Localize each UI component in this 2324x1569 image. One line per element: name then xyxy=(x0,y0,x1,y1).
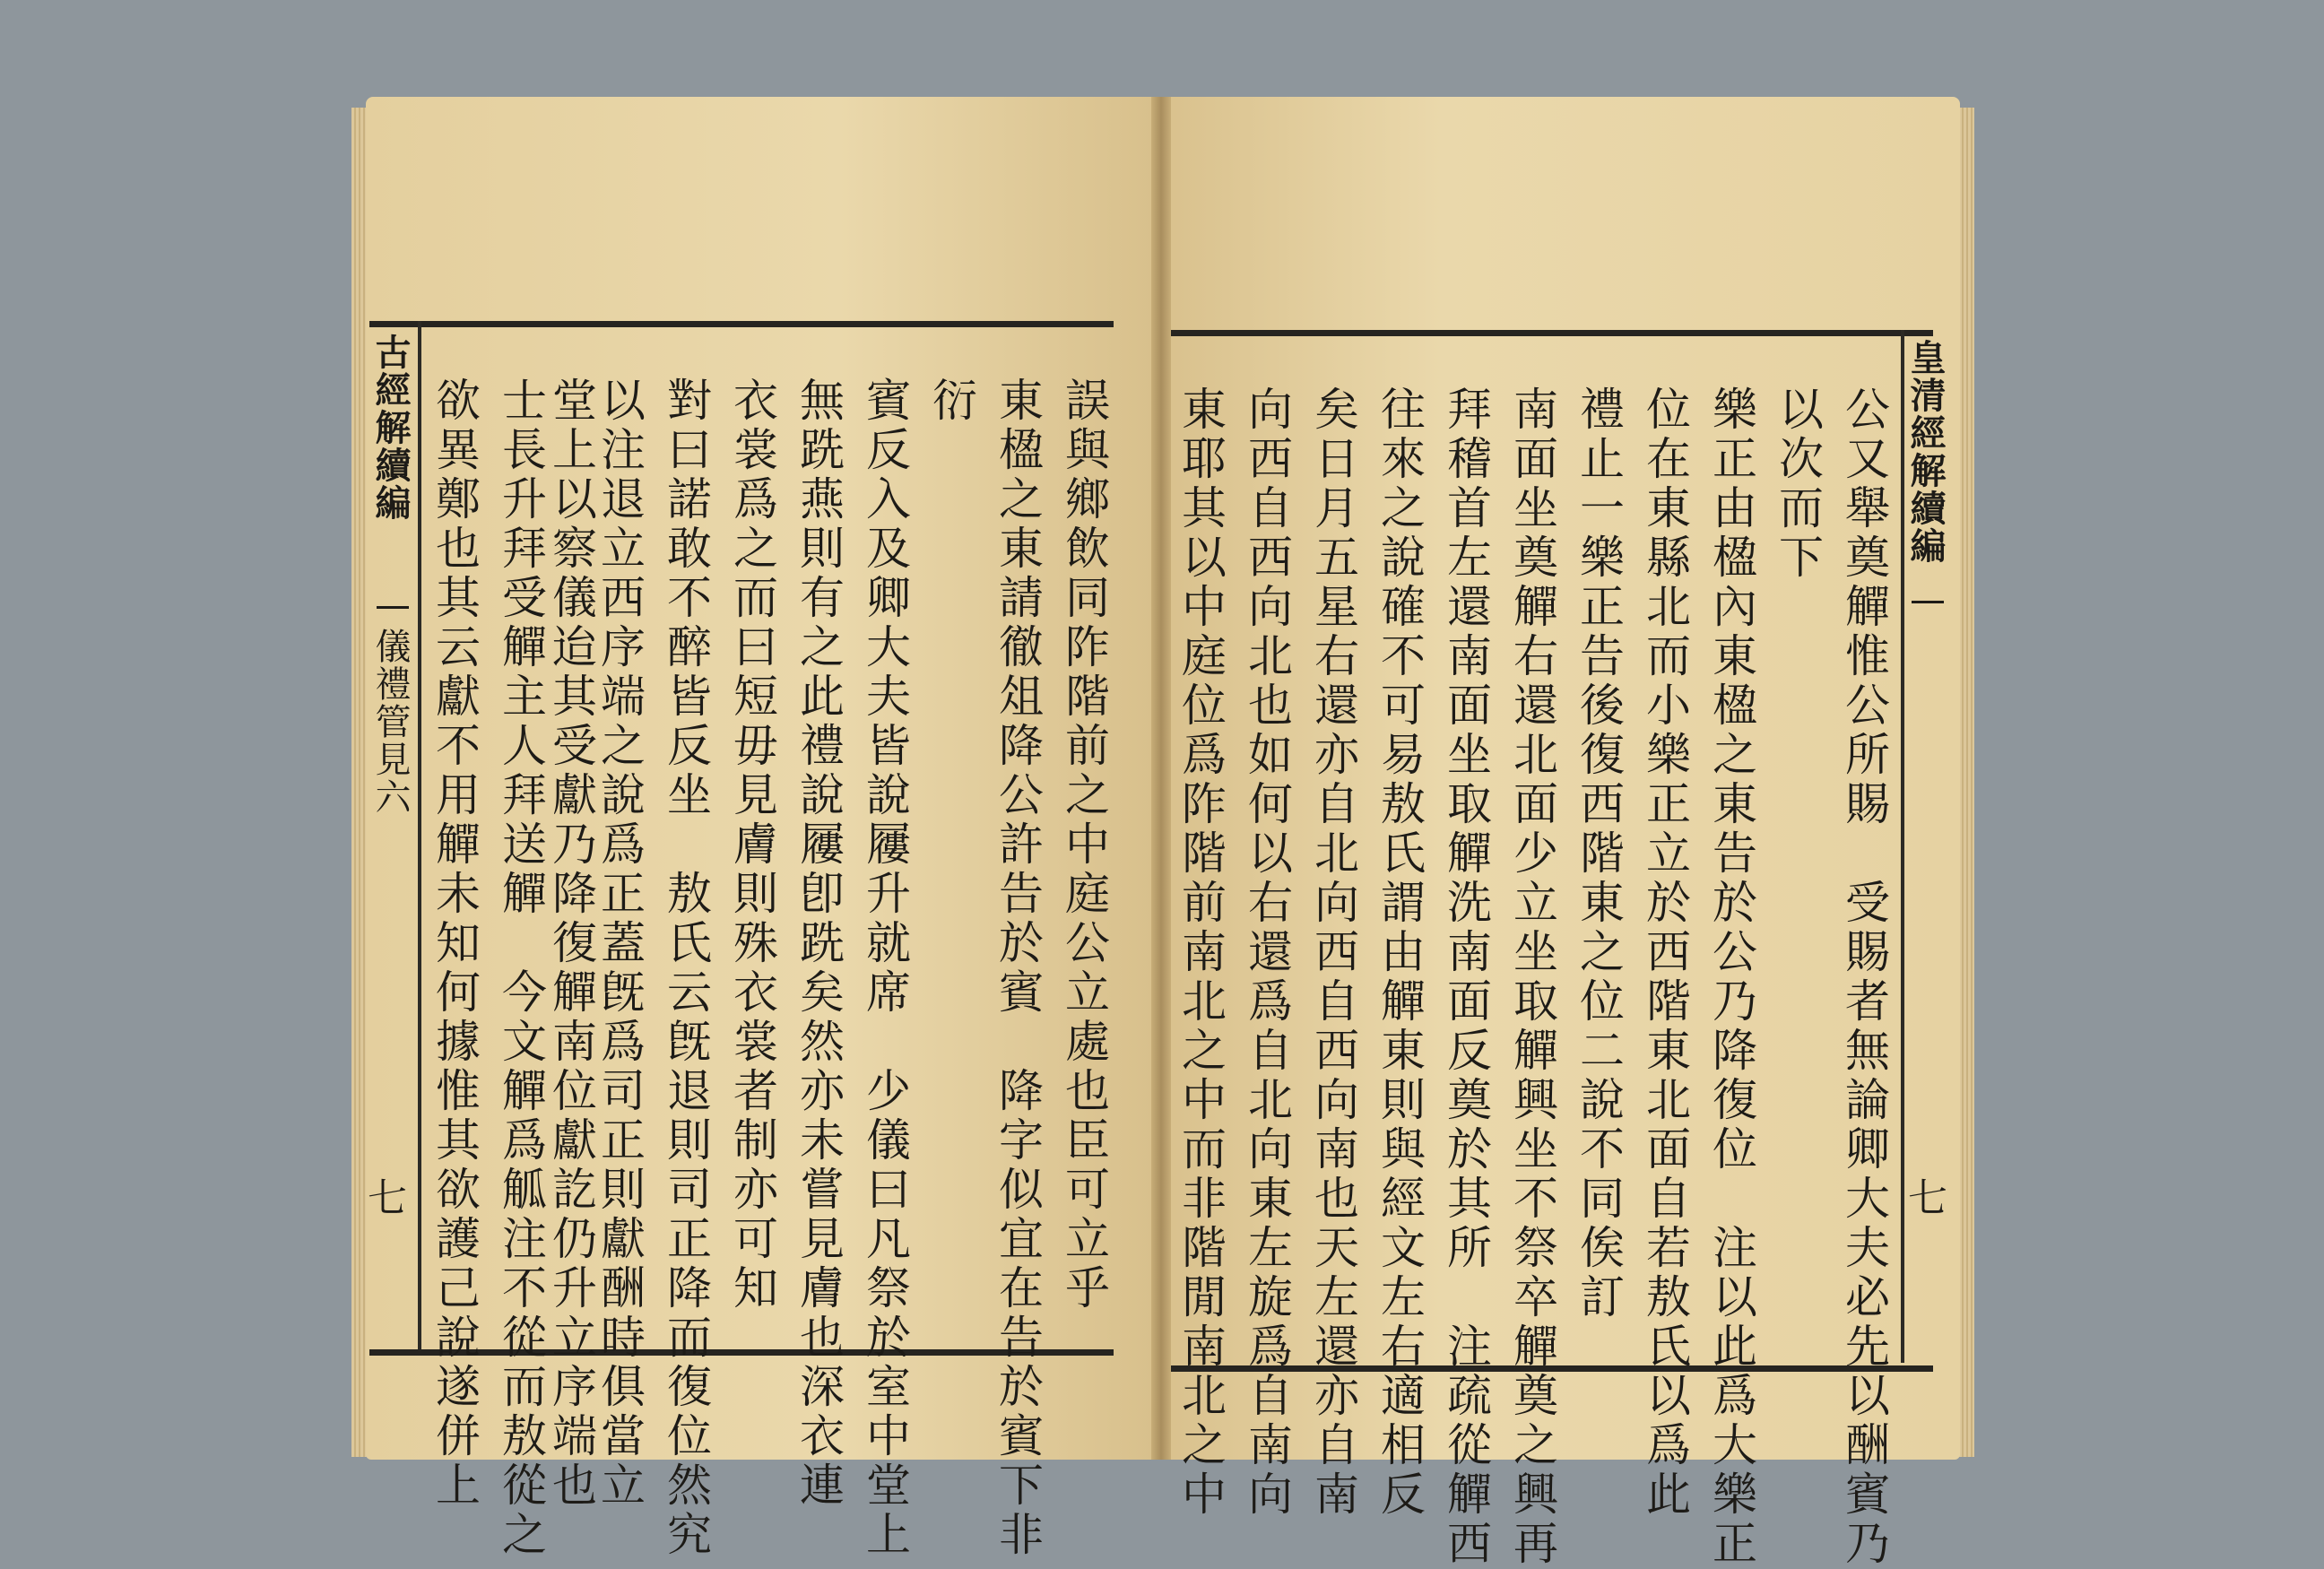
left-folio: 七 xyxy=(368,1175,407,1221)
left-column-3: 衍 xyxy=(925,377,977,426)
left-banner-rule xyxy=(418,321,421,1349)
left-column-10: 士長升拜受觶主人拜送觶 今文觶爲觚注不從而敖從之 xyxy=(495,377,547,1560)
right-column-2: 以次而下 xyxy=(1772,386,1824,583)
right-column-8: 往來之說確不可易敖氏謂由觶東則與經文左右適相反 xyxy=(1374,386,1426,1520)
right-column-5: 禮止一樂正告後復西階東之位二說不同俟訂 xyxy=(1573,386,1625,1322)
right-column-10: 向西自西向北也如何以右還爲自北向東左旋爲自南向 xyxy=(1241,386,1293,1520)
right-folio: 七 xyxy=(1908,1175,1947,1221)
book-gutter xyxy=(1151,97,1171,1460)
right-column-1: 公又舉奠觶惟公所賜 受賜者無論卿大夫必先以酬賓乃 xyxy=(1838,386,1890,1569)
right-fish-tail-mark xyxy=(1912,601,1944,616)
left-column-5: 無跣燕則有之此禮說屨卽跣矣然亦未嘗見膚也深衣連 xyxy=(793,377,845,1511)
left-column-4: 賓反入及卿大夫皆說屨升就席 少儀曰凡祭於室中堂上 xyxy=(859,377,911,1560)
right-banner-title: 皇清經解續編 xyxy=(1904,339,1947,565)
left-banner-title: 古經解續編 xyxy=(369,334,412,522)
left-column-11: 欲異鄭也其云獻不用觶未知何據惟其欲護己說遂併上 xyxy=(429,377,481,1511)
left-column-7: 對曰諾敢不醉皆反坐 敖氏云旣退則司正降而復位然究 xyxy=(660,377,712,1560)
left-column-8: 以注退立西序端之說爲正蓋旣爲司正則獻酬時俱當立 xyxy=(594,377,646,1511)
right-column-6: 南面坐奠觶右還北面少立坐取觶興坐不祭卒觶奠之興再 xyxy=(1506,386,1558,1569)
right-column-9: 矣日月五星右還亦自北向西自西向南也天左還亦自南 xyxy=(1307,386,1359,1520)
right-column-7: 拜稽首左還南面坐取觶洗南面反奠於其所 注疏從觶西 xyxy=(1440,386,1492,1569)
left-banner-subtitle: 儀禮管見六 xyxy=(369,628,411,816)
left-column-1: 誤與鄉飲同阼階前之中庭公立處也臣可立乎 xyxy=(1058,377,1110,1313)
right-column-11: 東耶其以中庭位爲阼階前南北之中而非階閒南北之中 xyxy=(1175,386,1227,1520)
left-fish-tail-mark xyxy=(377,606,409,621)
left-column-6: 衣裳爲之而曰短毋見膚則殊衣裳者制亦可知 xyxy=(726,377,778,1313)
left-column-2: 東楹之東請徹俎降公許告於賓 降字似宜在告於賓下非 xyxy=(992,377,1044,1560)
right-column-3: 樂正由楹內東楹之東告於公乃降復位 注以此爲大樂正 xyxy=(1705,386,1757,1569)
left-column-9: 堂上以察儀迨其受獻乃降復觶南位獻訖仍升立序端也 xyxy=(545,377,597,1511)
right-column-4: 位在東縣北而小樂正立於西階東北面自若敖氏以爲此 xyxy=(1639,386,1691,1520)
